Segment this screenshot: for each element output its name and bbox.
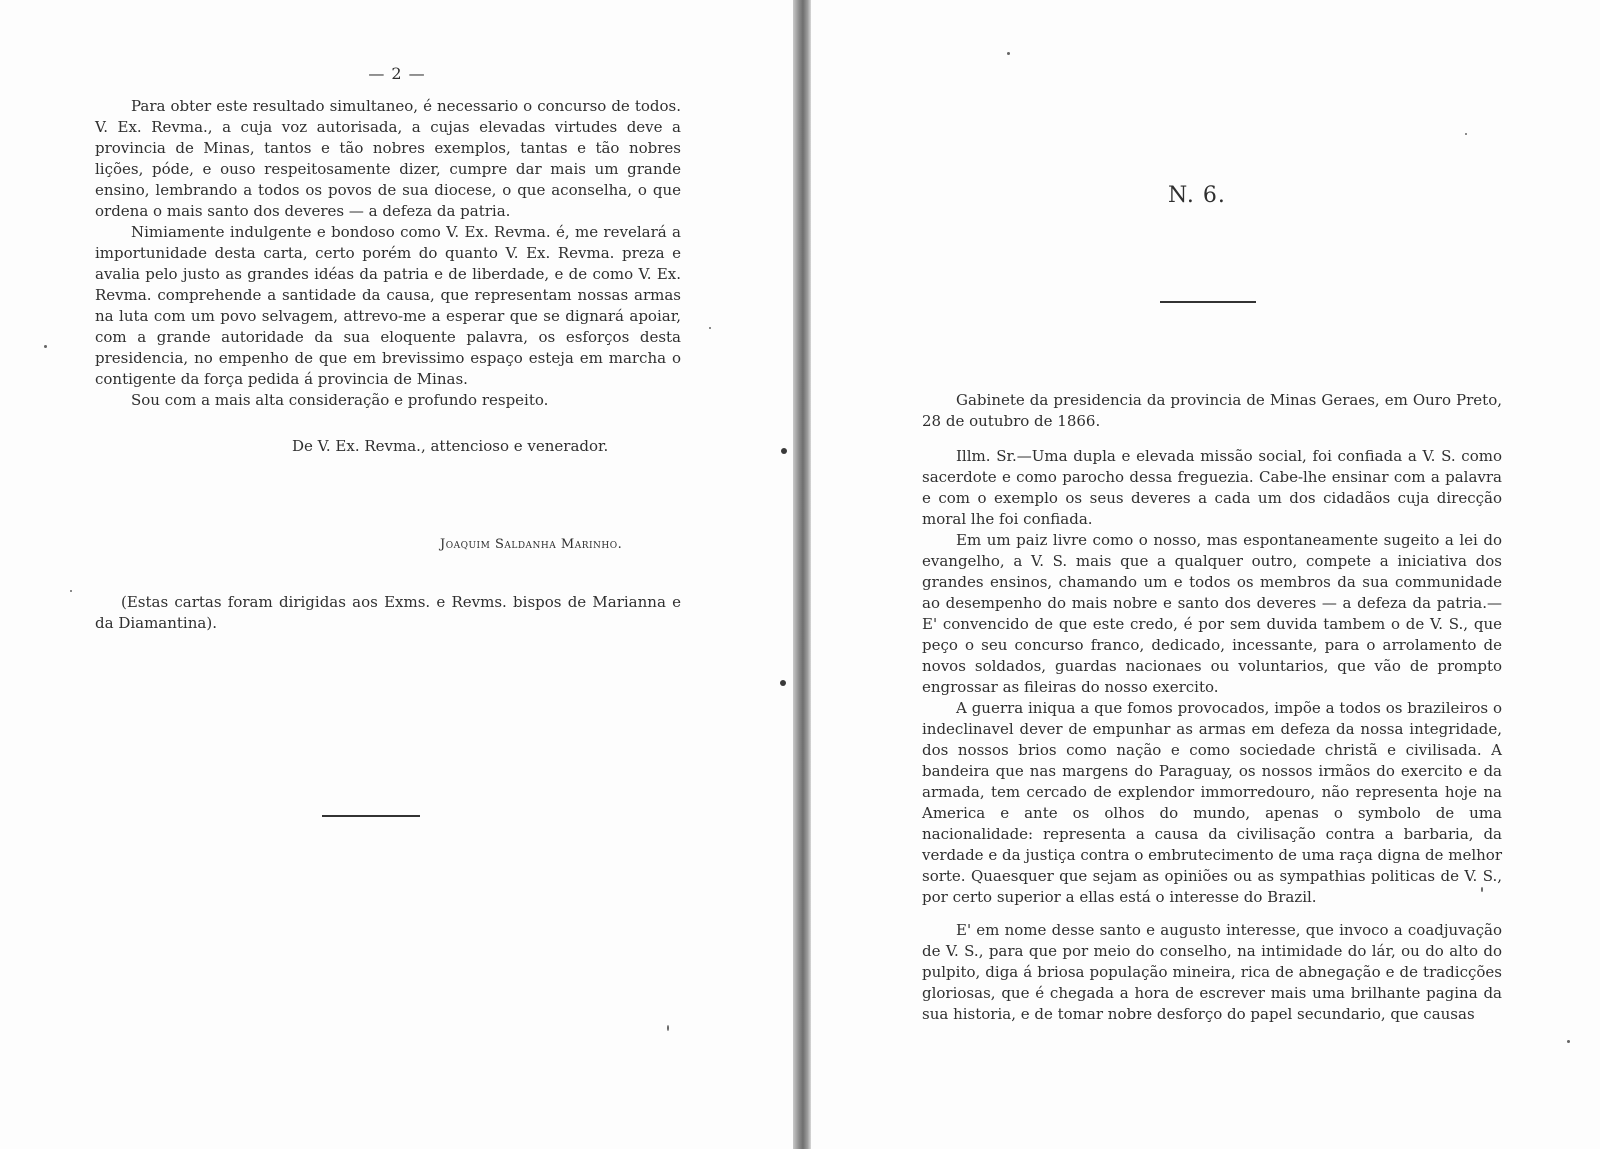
- paper-speck: [1567, 1040, 1570, 1043]
- paper-speck: [667, 1025, 669, 1031]
- paragraph: A guerra iniqua a que fomos provocados, impõe a todos os brazileiros o indeclinavel dever de empunhar as armas em defeza da nossa integridade, dos nossos brios como nação e como sociedade christã e civilisada. A bandeira que nas margens do Paraguay, os nossos irmãos do exercito e da armada, tem cercado de explendor immorredouro, não representa hoje na America e ante os olhos do mundo, apenas o symbolo de uma nacionalidade: representa a causa da civilisação contra a barbaria, da verdade e da justiça contra o embrutecimento de uma raça digna de melhor sorte. Quaesquer que sejam as opiniões ou as sympathias politicas de V. S., por certo superior a ellas está o interesse do Brazil.: [922, 699, 1502, 906]
- paragraph: E' em nome desse santo e augusto interesse, que invoco a coadjuvação de V. S., para que por meio do conselho, na intimidade do lár, ou do alto do pulpito, diga á briosa população mineira, rica de abnegação e de tradicções gloriosas, que é chegada a hora de escrever mais uma brilhante pagina da sua historia, e de tomar nobre desforço do papel secundario, que causas: [922, 921, 1502, 1023]
- left-letter-body: [95, 96, 681, 390]
- paragraph: Para obter este resultado simultaneo, é necessario o concurso de todos. V. Ex. Revma., a cuja voz autorisada, a cujas elevadas virtudes deve a provincia de Minas, tantos e tão nobres exemplos, tantas e tão nobres lições, póde, e ouso respeitosamente dizer, cumpre dar mais um grande ensino, lembrando a todos os povos de sua diocese, o que aconselha, o que ordena o mais santo dos deveres — a defeza da patria.: [95, 97, 681, 220]
- paragraph: Illm. Sr.—Uma dupla e elevada missão social, foi confiada a V. S. como sacerdote e como parocho dessa freguezia. Cabe-lhe ensinar com a palavra e com o exemplo os seus deveres a cada um dos cidadãos cuja direcção moral lhe foi confiada.: [922, 447, 1502, 528]
- section-divider: [1160, 301, 1256, 303]
- letter-dateline: Gabinete da presidencia da provincia de Minas Geraes, em Ouro Preto, 28 de outubro de 1866.: [922, 391, 1502, 430]
- section-number: N. 6.: [1168, 183, 1226, 208]
- paper-speck: [44, 345, 47, 348]
- letter-signature: Joaquim Saldanha Marinho.: [440, 537, 623, 552]
- letter-closing: Sou com a mais alta consideração e profundo respeito.: [131, 391, 549, 409]
- left-page: [0, 0, 793, 1149]
- paper-speck: [709, 327, 711, 329]
- paper-speck: [1465, 133, 1467, 135]
- paragraph: Em um paiz livre como o nosso, mas espontaneamente sugeito a lei do evangelho, a V. S. mais que a qualquer outro, compete a iniciativa dos grandes ensinos, chamando um e todos os membros da sua communidade ao desempenho do mais nobre e santo dos deveres — a defeza da patria.— E' convencido de que este credo, é por sem duvida tambem o de V. S., que peço o seu concurso franco, dedicado, incessante, para o arrolamento de novos soldados, guardas nacionaes ou voluntarios, que vão de prompto engrossar as fileiras do nosso exercito.: [922, 531, 1502, 696]
- paper-speck: [1007, 52, 1010, 55]
- paragraph: Nimiamente indulgente e bondoso como V. Ex. Revma. é, me revelará a importunidade desta carta, certo porém do quanto V. Ex. Revma. preza e avalia pelo justo as grandes idéas da patria e de liberdade, e de como V. Ex. Revma. comprehende a santidade da causa, que representam nossas armas na luta com um povo selvagem, attrevo-me a esperar que se dignará apoiar, com a grande autoridade da sua eloquente palavra, os esforços desta presidencia, no empenho de que em brevissimo espaço esteja em marcha o contigente da força pedida á provincia de Minas.: [95, 223, 681, 388]
- paper-speck: [70, 590, 72, 592]
- gutter-mark: [780, 680, 786, 686]
- section-divider: [322, 815, 420, 817]
- gutter-mark: [781, 448, 787, 454]
- right-letter-body: [922, 390, 1502, 1025]
- editorial-note: (Estas cartas foram dirigidas aos Exms. e Revms. bispos de Marianna e da Diamantina).: [95, 593, 681, 632]
- page-number: — 2 —: [368, 64, 426, 83]
- letter-salutation: De V. Ex. Revma., attencioso e venerador.: [292, 437, 609, 455]
- book-gutter: [793, 0, 811, 1149]
